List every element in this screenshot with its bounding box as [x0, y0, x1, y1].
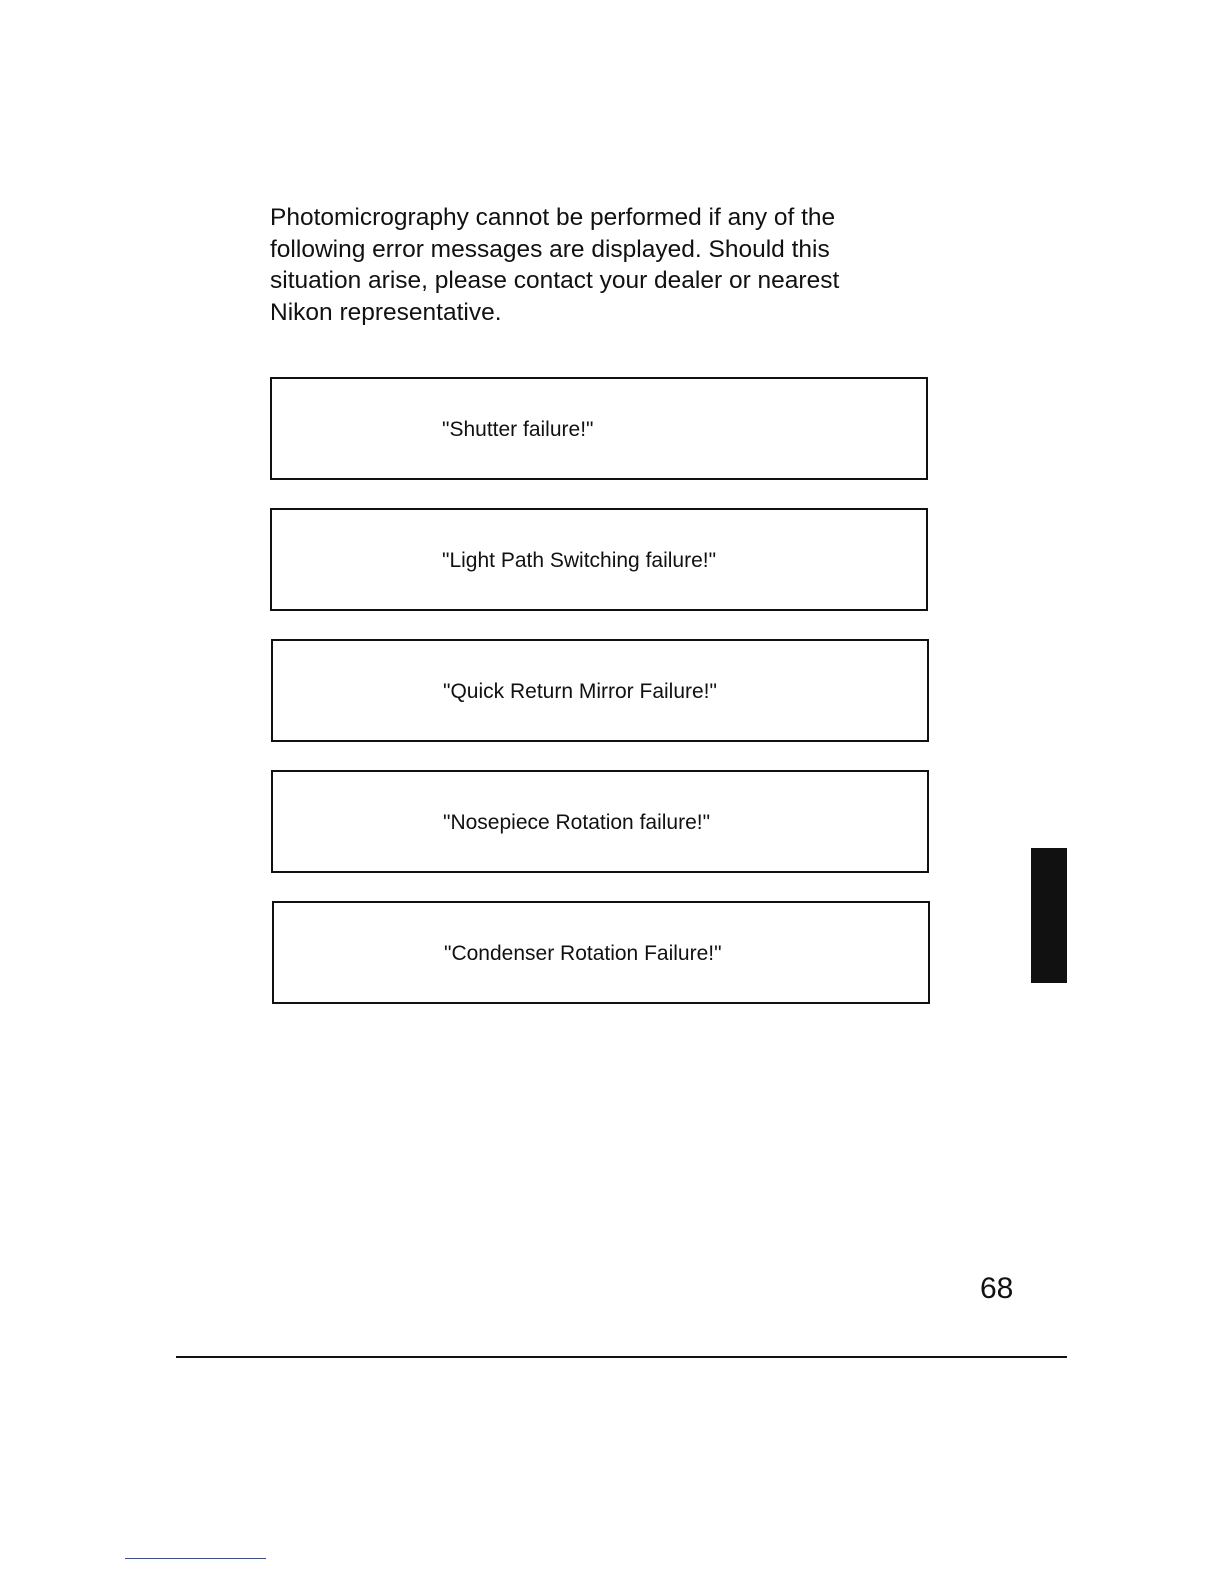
page-number: 68 [980, 1272, 1014, 1305]
error-message-box [270, 508, 928, 611]
error-message-nosepiece: "Nosepiece Rotation failure!" [443, 811, 711, 834]
error-message-shutter: "Shutter failure!" [442, 418, 594, 441]
intro-line: situation arise, please contact your dealer or nearest [270, 267, 840, 294]
intro-line: following error messages are displayed. Should this [270, 235, 830, 263]
error-message-light-path: "Light Path Switching failure!" [442, 549, 717, 572]
error-message-mirror: "Quick Return Mirror Failure!" [443, 680, 717, 703]
intro-line: Photomicrography cannot be performed if any of the [270, 204, 836, 231]
footer-divider [176, 1356, 1067, 1358]
error-message-box [272, 901, 930, 1004]
error-message-box [271, 639, 929, 742]
intro-line: Nikon representative. [270, 298, 502, 326]
error-message-box [270, 377, 928, 480]
link-underline [125, 1558, 266, 1559]
intro-paragraph [270, 202, 910, 328]
error-message-box [271, 770, 929, 873]
error-message-condenser: "Condenser Rotation Failure!" [444, 942, 722, 965]
section-tab-marker [1031, 848, 1067, 983]
